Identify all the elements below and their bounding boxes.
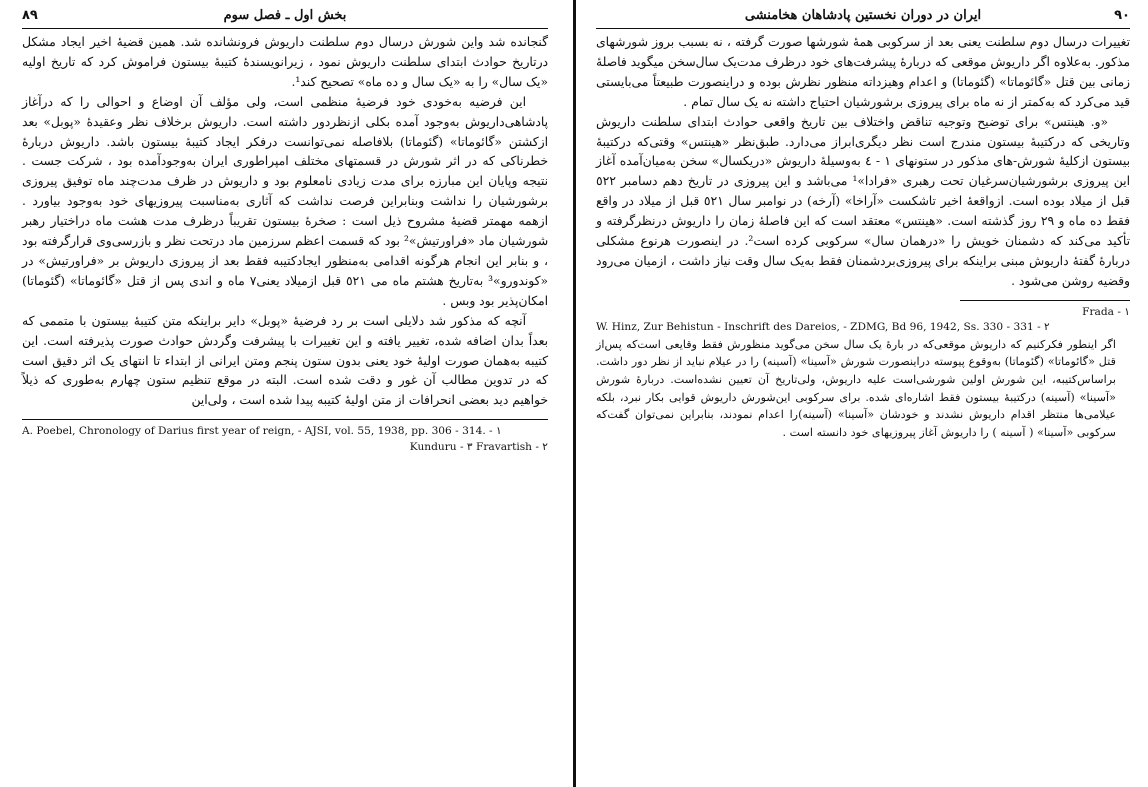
footnote-text: اگر اینطور فکرکنیم که داریوش موقعی‌که در بارهٔ یک سال سخن می‌گوید منظورش فقط وقایعی است‌که پس‌از قتل «گائوماتا» (گئوماتا) به‌وقوع پیوسته دراینصورت شورش «آسینا» (آسینه) را در عیلام نباید از نظر دور داشت. براساس‌کتیبه، این شورش اولین شورشی‌است علیه داریوش، ولی‌تاریخ آن تعیین نشده‌است. دربارهٔ شورش «آسینا» (آسینه) درکتیبهٔ بیستون فقط اشاره‌ای شده. برای سرکوبی این‌شورش داریوش قوایی بکار نبرد، بلکه عیلامی‌ها منتظر اقدام داریوش نشدند و خودشان «آسینا» (آسینه)را اعدام نمودند، بنابراین نمی‌توان گفت‌که سرکوبی «آسینا» ( آسینه ) را داریوش آغاز پیروزیهای خود دانسته است . [596, 337, 1116, 439]
paragraph: این فرضیه به‌خودی خود فرضیهٔ منظمی است، ولی مؤلف آن اوضاع و احوالی را که درآغاز پادشاهی‌داریوش به‌وجود آمده بکلی ازنظردور داشته است. داریوش برخلاف نظر وعقیدهٔ «پوبل» بعد ازکشتن «گائوماتا» (گئوماتا) بلافاصله نمی‌توانست درفکر ایجاد کتیبهٔ بیستون باشد. داریوش دربارهٔ خطرناکی که در اثر شورش در قسمتهای مختلف امپراطوری ایران به‌وجودآمده بود ، شرکت جست . نتیجه وپایان این مبارزه برای مدت زیادی نامعلوم بود و داریوش در ظرف مدت‌چند ماه توفیق پیروزی برشورشیان را نداشت وبنابراین فرصت نداشت که آثاری به‌مناسبت پیروزیهای خود به‌وجود بیاورد . ازهمه مهمتر قضیهٔ مشروح ذیل است : صخرهٔ بیستون تقریباً درظرف مدت هشت ماه دراختیار رهبر شورشیان ماد «فراورتیش»² بود که قسمت اعظم سرزمین ماد درتحت نظر و بازرسی‌وی قرارگرفته بود ، و بنابر این انجام هرگونه اقدامی به‌منظور ایجادکتیبه فقط بعد از پیروزی داریوش بر «فراورتیش» در «کوندورو»³ به‌تاریخ هشتم ماه می ٥٢١ قبل ازمیلاد یعنی۷ ماه و اندی پس از قتل «گائوماتا» (گئوماتا) امکان‌پذیر بود وبس . [22, 94, 548, 308]
page-number: ٩٠ [1114, 8, 1130, 23]
footnote-divider [960, 300, 1130, 301]
body-text [596, 33, 1130, 292]
body-text [22, 33, 548, 411]
footnote: A. Poebel, Chronology of Darius first year of reign, - AJSI, vol. 55, 1938, pp. 306 - 314. - ١ [22, 425, 502, 438]
paragraph: «و. هینتس» برای توضیح وتوجیه تناقض واختلاف بین تاریخ واقعی حوادث ابتدای سلطنت داریوش وتاریخی که درکتیبهٔ بیستون مندرج است نظر دیگری‌ابراز می‌دارد. طبق‌نظر «هینتس» وقتی‌که درکتیبهٔ بیستون ازکلیهٔ شورش-های مذکور در ستونهای ١ - ٤ به‌وسیلهٔ داریوش «دریکسال» سخن به‌میان‌آمده آغاز این پیروزی برشورشیان‌سرغیان تحت رهبری «فرادا»¹ می‌باشد و این پیروزی در تاریخ دهم دسامبر ٥٢٢ قبل از میلاد بوده است. ازواقعهٔ اخیر تاشکست «آراخا» (آرخه) در نوامبر سال ٥٢١ قبل از میلاد در واقع فقط ده ماه و ٢٩ روز گذشته است. «هینتس» معتقد است که این فاصلهٔ زمان را داریوش درنظرگرفته و تأکید می‌کند که دشمنان خویش را «درهمان سال» سرکوبی کرده است². در اینصورت هرنوع مشکلی دربارهٔ گفتهٔ داریوش مبنی براینکه برای پیروزی‌بردشمنان فقط به‌یک سال وقت نیاز داشت ، ازمیان می‌رود وقضیه روشن می‌شود . [596, 114, 1131, 288]
left-page [0, 0, 566, 787]
running-head: بخش اول ـ فصل سوم [223, 8, 347, 23]
paragraph: تغییرات درسال دوم سلطنت یعنی بعد از سرکوبی همهٔ شورشها صورت گرفته ، نه بسبب بروز شورشهای مذکور. به‌علاوه اگر داریوش موقعی که دربارهٔ پیشرفت‌های خود درظرف مدت‌یک سال‌سخن میگوید فاصلهٔ زمانی بین قتل «گائوماتا» (گئوماتا) و اعدام وهیزداته منظور نظرش بوده و دراینصورت طبیعتاً می‌بایستی قید می‌کرد که به‌کمتر از نه ماه برای پیروزی برشورشیان احتیاج داشته نه یک سال تمام . [596, 35, 1130, 109]
right-page [582, 0, 1148, 787]
paragraph: گنجانده شد واین شورش درسال دوم سلطنت داریوش فرونشانده شد. همین قضیهٔ اخیر ایجاد مشکل درتاریخ حوادث ابتدای سلطنت داریوش نمود ، زیرانویسندهٔ کتیبهٔ بیستون فراموش کرد که تاریخ اولیه «یک سال» را به «یک سال و ده ماه» تصحیح کند¹. [22, 35, 548, 89]
page-header [22, 6, 548, 29]
page-header [596, 6, 1130, 29]
gutter-line [573, 0, 576, 787]
footnote: Kunduru - ٣ Fravartish - ٢ [409, 440, 548, 453]
paragraph: آنچه که مذکور شد دلایلی است بر رد فرضیهٔ «پوبل» دایر براینکه متن کتیبهٔ بیستون با متممی که بعداً بدان اضافه شده، تغییر یافته و این تغییرات با پیشرفت وگردش حوادث صورت پذیرفته است. این کتیبه به‌همان صورت اولیهٔ خود یعنی بدون ستون پنجم ومتن ایرانی از ابتداء تا انتهای یک اثر دقیق است که در تدوین مطالب آن غور و دقت شده است. البته در موقع تنظیم ستون چهارم به‌طوری که ذیلاً خواهیم دید بعضی انحرافات از متن اولیهٔ کتیبه پیدا شده است ، ولی‌این [22, 313, 548, 408]
page-number: ٨٩ [22, 8, 38, 23]
footnote: Frada - ١ [1082, 305, 1130, 318]
footnote-divider [22, 419, 548, 420]
book-spine [566, 0, 582, 787]
footnote: W. Hinz, Zur Behistun - Inschrift des Dareios, - ZDMG, Bd 96, 1942, Ss. 330 - 331 - ٢ [596, 321, 1050, 334]
running-head: ایران در دوران نخستین پادشاهان هخامنشی [744, 8, 982, 23]
